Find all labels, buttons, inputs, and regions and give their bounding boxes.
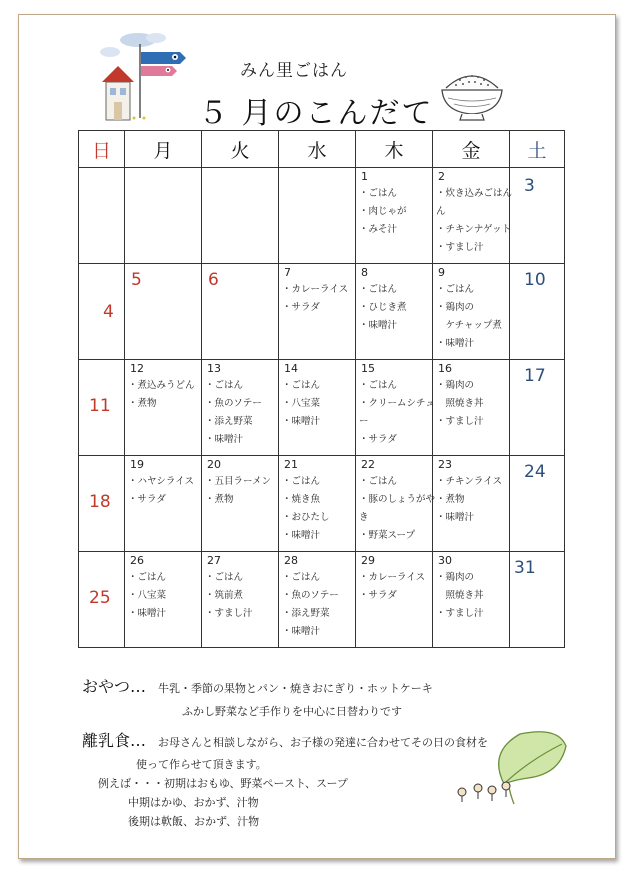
menu-item: ・添え野菜 xyxy=(205,416,253,427)
weekday-fri: 金 xyxy=(433,131,510,168)
menu-items xyxy=(436,569,484,623)
weekday-wed: 水 xyxy=(279,131,356,168)
day-cell-mon xyxy=(125,168,202,264)
day-cell-sat xyxy=(510,552,565,648)
day-number: 12 xyxy=(130,362,144,375)
menu-items xyxy=(128,377,195,413)
snack-heading: おやつ… xyxy=(82,677,147,696)
menu-item: ・カレーライス xyxy=(282,284,349,295)
day-cell-sun xyxy=(79,168,125,264)
menu-items xyxy=(359,473,435,545)
weekday-mon: 月 xyxy=(125,131,202,168)
menu-item: ・ハヤシライス xyxy=(128,476,195,487)
menu-calendar xyxy=(78,130,565,648)
menu-items xyxy=(436,377,484,431)
weekday-sun: 日 xyxy=(79,131,125,168)
day-cell-tue xyxy=(202,264,279,360)
week-row xyxy=(79,360,565,456)
day-number: 3 xyxy=(524,176,535,196)
menu-item: ・すまし汁 xyxy=(205,608,253,619)
day-number: 16 xyxy=(438,362,452,375)
menu-item: ・ごはん xyxy=(359,476,398,487)
menu-items xyxy=(205,377,262,449)
menu-item: ・煮物 xyxy=(128,398,157,409)
menu-item: ・クリームシチュ xyxy=(359,398,435,409)
day-number: 27 xyxy=(207,554,221,567)
menu-item: ・ごはん xyxy=(205,572,244,583)
page-subtitle: みん里ごはん xyxy=(240,61,348,81)
day-number: 8 xyxy=(361,266,368,279)
day-number: 21 xyxy=(284,458,298,471)
menu-item: ・味噌汁 xyxy=(359,320,398,331)
menu-item: ・筑前煮 xyxy=(205,590,244,601)
day-cell-sun xyxy=(79,456,125,552)
menu-item: ・すまし汁 xyxy=(436,242,484,253)
menu-items xyxy=(436,473,502,527)
weekday-sat: 土 xyxy=(510,131,565,168)
day-number: 5 xyxy=(131,270,142,290)
menu-item: ・ごはん xyxy=(359,188,398,199)
day-number: 24 xyxy=(524,462,546,482)
menu-item: ・サラダ xyxy=(359,434,397,445)
day-cell-fri xyxy=(433,552,510,648)
day-number: 20 xyxy=(207,458,221,471)
menu-item: ・焼き魚 xyxy=(282,494,321,505)
day-cell-thu xyxy=(356,552,433,648)
day-number: 15 xyxy=(361,362,375,375)
menu-item: ・煮込みうどん xyxy=(128,380,195,391)
menu-item: ・鶏肉の xyxy=(436,572,475,583)
menu-item: ・すまし汁 xyxy=(436,416,484,427)
menu-item: ・みそ汁 xyxy=(359,224,398,235)
day-number: 23 xyxy=(438,458,452,471)
menu-item: ・味噌汁 xyxy=(282,416,321,427)
snack-line-2: ふかし野菜など手作りを中心に日替わりです xyxy=(182,705,402,718)
day-cell-wed xyxy=(279,552,356,648)
menu-items xyxy=(205,473,271,509)
menu-items xyxy=(359,569,425,605)
menu-items xyxy=(128,569,166,623)
day-number: 14 xyxy=(284,362,298,375)
menu-item: ・味噌汁 xyxy=(205,434,244,445)
day-cell-wed xyxy=(279,456,356,552)
menu-items xyxy=(282,473,330,545)
menu-item: ・ごはん xyxy=(282,476,321,487)
menu-item: ・八宝菜 xyxy=(282,398,321,409)
day-cell-mon xyxy=(125,552,202,648)
day-number: 7 xyxy=(284,266,291,279)
menu-item: ケチャップ煮 xyxy=(436,320,502,331)
day-number: 30 xyxy=(438,554,452,567)
week-row xyxy=(79,168,565,264)
day-cell-mon xyxy=(125,360,202,456)
day-cell-fri xyxy=(433,264,510,360)
menu-item: ・肉じゃが xyxy=(359,206,407,217)
day-cell-wed xyxy=(279,264,356,360)
menu-item: ・味噌汁 xyxy=(128,608,167,619)
menu-item: ん xyxy=(436,206,446,217)
day-number: 17 xyxy=(524,366,546,386)
menu-items xyxy=(205,569,253,623)
house-koinobori-illustration xyxy=(98,30,194,122)
day-number: 10 xyxy=(524,270,546,290)
menu-item: ・おひたし xyxy=(282,512,330,523)
weekday-header-row xyxy=(79,131,565,168)
menu-item: ・味噌汁 xyxy=(282,626,321,637)
day-cell-tue xyxy=(202,168,279,264)
menu-items xyxy=(282,569,339,641)
menu-item: ・ごはん xyxy=(128,572,167,583)
menu-item: ・ごはん xyxy=(359,380,398,391)
menu-item: ・チキンライス xyxy=(436,476,503,487)
menu-item: ・ごはん xyxy=(205,380,244,391)
menu-item: ・煮物 xyxy=(205,494,234,505)
rice-bowl-icon xyxy=(436,66,508,128)
day-cell-thu xyxy=(356,264,433,360)
day-cell-tue xyxy=(202,456,279,552)
day-number: 31 xyxy=(514,558,536,578)
menu-items xyxy=(436,185,512,257)
day-cell-sat xyxy=(510,456,565,552)
day-cell-fri xyxy=(433,168,513,264)
menu-item: ・煮物 xyxy=(436,494,465,505)
menu-items xyxy=(436,281,502,353)
day-cell-sun xyxy=(79,264,125,360)
menu-item: ・炊き込みごはん xyxy=(436,188,513,199)
day-cell-sat xyxy=(510,360,565,456)
menu-item: ー xyxy=(359,416,369,427)
menu-item: ・味噌汁 xyxy=(282,530,321,541)
menu-item: ・添え野菜 xyxy=(282,608,330,619)
menu-item: ・ごはん xyxy=(282,572,321,583)
day-cell-sat xyxy=(510,168,565,264)
menu-item: ・魚のソテー xyxy=(282,590,339,601)
menu-item: ・サラダ xyxy=(282,302,320,313)
week-row xyxy=(79,264,565,360)
weekday-tue: 火 xyxy=(202,131,279,168)
day-number: 4 xyxy=(103,302,114,322)
snack-line-1: 牛乳・季節の果物とパン・焼きおにぎり・ホットケーキ xyxy=(158,682,433,695)
menu-item: ・味噌汁 xyxy=(436,338,475,349)
week-row xyxy=(79,552,565,648)
menu-item: ・ごはん xyxy=(282,380,321,391)
leaf-kids-illustration xyxy=(448,726,572,810)
day-cell-tue xyxy=(202,360,279,456)
babyfood-line-2: 使って作らせて頂きます。 xyxy=(136,758,267,771)
menu-items xyxy=(282,281,348,317)
menu-item: ・野菜スープ xyxy=(359,530,416,541)
menu-item: ・魚のソテー xyxy=(205,398,262,409)
day-cell-mon xyxy=(125,456,202,552)
menu-items xyxy=(359,377,435,449)
menu-items xyxy=(359,281,407,335)
day-number: 29 xyxy=(361,554,375,567)
menu-item: ・すまし汁 xyxy=(436,608,484,619)
menu-item: ・カレーライス xyxy=(359,572,426,583)
menu-item: ・八宝菜 xyxy=(128,590,167,601)
day-cell-thu xyxy=(356,168,433,264)
page-title: ５ 月のこんだて xyxy=(198,96,434,131)
menu-item: ・ごはん xyxy=(436,284,475,295)
babyfood-line-5: 後期は軟飯、おかず、汁物 xyxy=(128,815,260,828)
menu-items xyxy=(359,185,407,239)
day-cell-sat xyxy=(510,264,565,360)
day-number: 9 xyxy=(438,266,445,279)
day-number: 2 xyxy=(438,170,445,183)
menu-item: 照焼き丼 xyxy=(436,590,484,601)
menu-item: ・豚のしょうがや xyxy=(359,494,436,505)
menu-items xyxy=(282,377,320,431)
day-number: 26 xyxy=(130,554,144,567)
day-number: 6 xyxy=(208,270,219,290)
day-cell-wed xyxy=(279,168,356,264)
menu-item: ・味噌汁 xyxy=(436,512,475,523)
day-cell-mon xyxy=(125,264,202,360)
babyfood-line-4: 中期はかゆ、おかず、汁物 xyxy=(128,796,259,809)
day-cell-fri xyxy=(433,360,510,456)
day-number: 1 xyxy=(361,170,368,183)
day-number: 19 xyxy=(130,458,144,471)
menu-item: ・ごはん xyxy=(359,284,398,295)
day-number: 11 xyxy=(89,396,111,416)
menu-item: ・鶏肉の xyxy=(436,380,475,391)
day-cell-sun xyxy=(79,552,125,648)
day-number: 18 xyxy=(89,492,111,512)
day-number: 13 xyxy=(207,362,221,375)
menu-item: ・ひじき煮 xyxy=(359,302,407,313)
day-cell-tue xyxy=(202,552,279,648)
day-cell-thu xyxy=(356,360,433,456)
day-cell-thu xyxy=(356,456,436,552)
weekday-thu: 木 xyxy=(356,131,433,168)
menu-item: 照焼き丼 xyxy=(436,398,484,409)
day-cell-fri xyxy=(433,456,510,552)
menu-item: ・チキンナゲット xyxy=(436,224,512,235)
menu-item: ・サラダ xyxy=(359,590,397,601)
week-row xyxy=(79,456,565,552)
menu-item: き xyxy=(359,512,369,523)
babyfood-line-1: お母さんと相談しながら、お子様の発達に合わせてその日の食材を xyxy=(158,736,488,749)
babyfood-heading: 離乳食… xyxy=(82,731,147,750)
babyfood-line-3: 例えば・・・初期はおもゆ、野菜ペースト、スープ xyxy=(98,777,348,790)
day-number: 25 xyxy=(89,588,111,608)
day-number: 28 xyxy=(284,554,298,567)
menu-item: ・サラダ xyxy=(128,494,166,505)
menu-item: ・鶏肉の xyxy=(436,302,475,313)
day-number: 22 xyxy=(361,458,375,471)
day-cell-wed xyxy=(279,360,356,456)
day-cell-sun xyxy=(79,360,125,456)
menu-item: ・五目ラーメン xyxy=(205,476,272,487)
menu-items xyxy=(128,473,194,509)
